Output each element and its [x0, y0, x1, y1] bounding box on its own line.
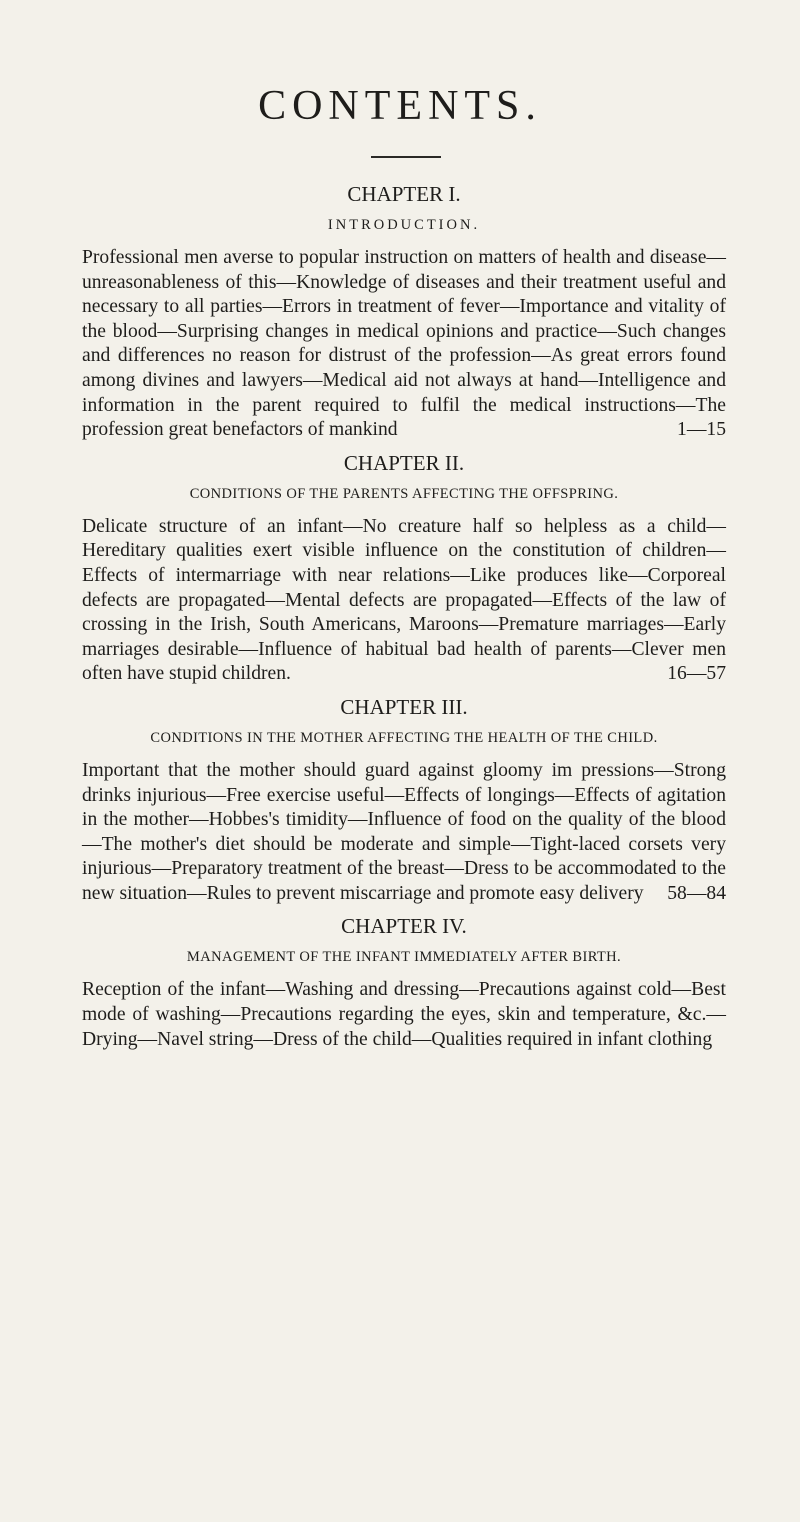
chapter-title: CHAPTER IV. [341, 914, 467, 939]
chapter-summary-text: Delicate structure of an infant—No creature half so helpless as a child—Hereditary qualities exert visible influence on the constitution of children—Effects of intermarriage with near relations—Like produces like—Corporeal defects are propagated—Mental defects are propagated—Effects of the law of crossing in the Irish, South Americans, Maroons—Premature marriages—Early marriages desirable—Influence of habitual bad health of parents—Clever men often have stupid children. [82, 515, 726, 685]
contents-heading: CONTENTS. [258, 83, 542, 129]
chapter-pages: 16—57 [667, 663, 726, 685]
chapter-summary [82, 246, 726, 443]
contents-column [82, 180, 726, 1058]
chapter-title: CHAPTER II. [343, 450, 465, 475]
chapter-pages: 58—84 [667, 882, 726, 904]
chapter-summary [82, 978, 726, 1052]
chapter-subtitle: CONDITIONS OF THE PARENTS AFFECTING THE OFFSPRING. [189, 485, 619, 502]
chapter-entry [82, 180, 726, 443]
chapter-title: CHAPTER I. [347, 182, 461, 206]
chapter-summary-text: Important that the mother should guard against gloomy im pressions—Strong drinks injurious—Free exercise useful—Effects of longings—Effects of agitation in the mother—Hobbes's timidity—Influence of food on the quality of the blood—The mother's diet should be moderate and simple—Tight-laced corsets very injurious—Preparatory treatment of the breast—Dress to be accommodated to the new situation—Rules to prevent miscarriage and promote easy delivery [82, 759, 726, 904]
chapter-pages: 1—15 [677, 419, 726, 441]
chapter-title: CHAPTER III. [340, 694, 468, 719]
chapter-summary-text: Professional men averse to popular instruction on matters of health and disease—unreasonableness of this—Knowledge of diseases and their treatment useful and necessary to all parties—Errors in treatment of fever—Importance and vitality of the blood—Surprising changes in medical opinions and practice—Such changes and differences no reason for distrust of the profession—As great errors found among divines and lawyers—Medical aid not always at hand—Intelligence and information in the parent required to fulfil the medical instructions—The profession great benefactors of mankind [82, 247, 726, 441]
heading-rule [371, 156, 441, 158]
chapter-entry [82, 912, 726, 1052]
chapter-summary-text: Reception of the infant—Washing and dressing—Precautions against cold—Best mode of washing—Precautions regarding the eyes, skin and temperature, &c.—Drying—Navel string—Dress of the child—Qualities required in infant clothing [82, 979, 726, 1050]
chapter-subtitle: CONDITIONS IN THE MOTHER AFFECTING THE HEALTH OF THE CHILD. [150, 729, 658, 746]
chapter-entry [82, 449, 726, 687]
chapter-entry [82, 693, 726, 907]
chapter-subtitle: MANAGEMENT OF THE INFANT IMMEDIATELY AFTER BIRTH. [186, 949, 622, 966]
chapter-subtitle: INTRODUCTION. [327, 217, 481, 233]
chapter-summary [82, 515, 726, 687]
chapter-summary [82, 759, 726, 907]
